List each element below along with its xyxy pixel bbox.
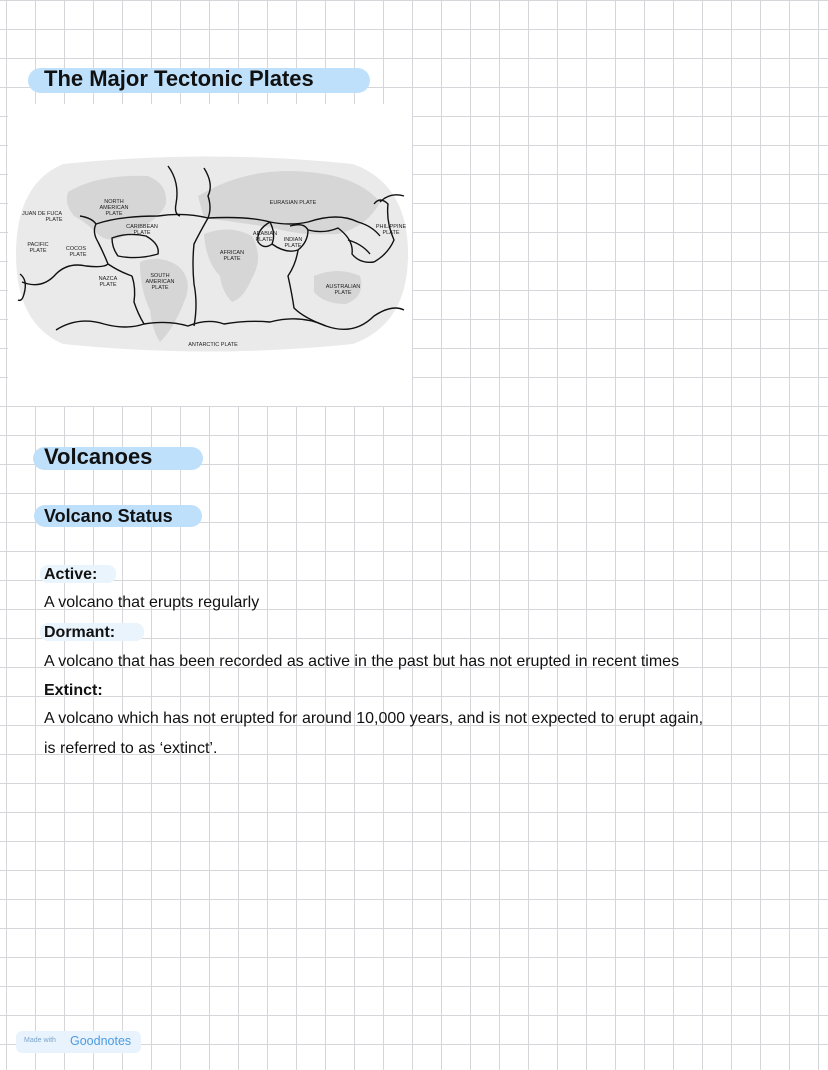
label-nazca: NAZCA PLATE: [98, 276, 118, 288]
label-south-american: SOUTH AMERICAN PLATE: [145, 273, 175, 291]
watermark-prefix: Made with: [24, 1037, 56, 1044]
label-indian: INDIAN PLATE: [283, 237, 303, 249]
term-extinct: Extinct:: [44, 682, 103, 699]
label-arabian: ARABIAN PLATE: [252, 231, 278, 243]
watermark-brand: Goodnotes: [70, 1034, 132, 1048]
label-antarctic: ANTARCTIC PLATE: [188, 342, 238, 348]
label-north-american: NORTH AMERICAN PLATE: [99, 199, 129, 217]
page-title: The Major Tectonic Plates: [44, 66, 314, 91]
label-eurasian: EURASIAN PLATE: [269, 200, 317, 206]
label-african: AFRICAN PLATE: [219, 250, 245, 262]
tectonic-plates-map: [8, 104, 412, 406]
term-dormant: Dormant:: [44, 624, 116, 641]
label-philippine: PHILIPPINE PLATE: [375, 224, 407, 236]
goodnotes-watermark: [16, 1031, 141, 1053]
definition-extinct-line-2: is referred to as ‘extinct’.: [44, 740, 218, 757]
label-caribbean: CARIBBEAN PLATE: [126, 224, 158, 236]
definition-active: A volcano that erupts regularly: [44, 594, 260, 611]
label-pacific: PACIFIC PLATE: [27, 242, 49, 254]
subsection-heading: Volcano Status: [44, 506, 173, 526]
label-cocos: COCOS PLATE: [65, 246, 87, 258]
label-australian: AUSTRALIAN PLATE: [325, 284, 361, 296]
term-active: Active:: [44, 566, 98, 583]
definition-extinct-line-1: A volcano which has not erupted for around 10,000 years, and is not expected to erupt again,: [44, 710, 704, 727]
label-juan-de-fuca: JUAN DE FUCA PLATE: [21, 211, 63, 223]
section-heading: Volcanoes: [44, 444, 153, 469]
definition-dormant: A volcano that has been recorded as active in the past but has not erupted in recent times: [44, 653, 680, 670]
